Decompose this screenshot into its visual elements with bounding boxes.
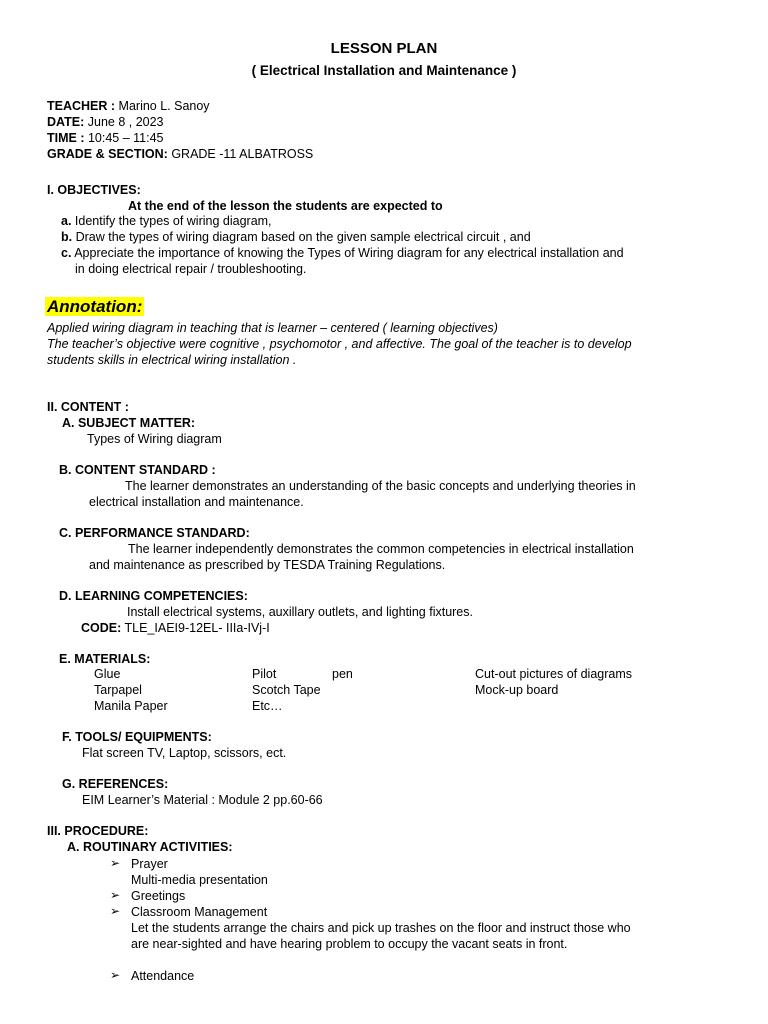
objective-item: [61, 245, 624, 261]
time-line: [47, 130, 164, 146]
competencies-label: D. LEARNING COMPETENCIES:: [59, 589, 248, 603]
routine-item-classroom: Classroom Management: [131, 905, 268, 919]
material-item: pen: [332, 667, 353, 681]
routine-item-attendance: Attendance: [131, 969, 195, 983]
objectives-intro: At the end of the lesson the students are expected to: [128, 199, 443, 213]
teacher-label: TEACHER :: [47, 99, 116, 113]
objective-item-continuation: in doing electrical repair / troubleshooting.: [75, 262, 307, 276]
routine-note: Multi-media presentation: [131, 873, 268, 887]
date-line: [47, 114, 164, 130]
arrow-bullet-icon: ➢: [110, 888, 121, 902]
code-value: TLE_IAEI9-12EL- IIIa-IVj-I: [121, 621, 270, 635]
grade-label: GRADE & SECTION:: [47, 147, 168, 161]
annotation-label: Annotation:: [47, 297, 143, 316]
teacher-line: [47, 98, 210, 114]
time-value: 10:45 – 11:45: [84, 131, 164, 145]
routinary-label: A. ROUTINARY ACTIVITIES:: [67, 840, 233, 854]
performance-standard-line: and maintenance as prescribed by TESDA Training Regulations.: [89, 558, 446, 572]
material-item: Cut-out pictures of diagrams: [475, 667, 633, 681]
annotation-line: students skills in electrical wiring installation .: [47, 353, 297, 367]
objective-text: Draw the types of wiring diagram based on the given sample electrical circuit , and: [72, 230, 531, 244]
grade-line: [47, 146, 313, 162]
routine-item-prayer: Prayer: [131, 857, 168, 871]
materials-label: E. MATERIALS:: [59, 652, 151, 666]
subject-matter-value: Types of Wiring diagram: [87, 432, 222, 446]
objective-item: [61, 229, 531, 245]
routine-note: are near-sighted and have hearing problem to occupy the vacant seats in front.: [131, 937, 568, 951]
material-item: Tarpapel: [94, 683, 142, 697]
arrow-bullet-icon: ➢: [110, 856, 121, 870]
grade-value: GRADE -11 ALBATROSS: [167, 147, 314, 161]
performance-standard-line: The learner independently demonstrates the common competencies in electrical installation: [128, 542, 634, 556]
objective-text: Identify the types of wiring diagram,: [71, 214, 272, 228]
tools-value: Flat screen TV, Laptop, scissors, ect.: [82, 746, 287, 760]
competencies-value: Install electrical systems, auxillary outlets, and lighting fixtures.: [127, 605, 473, 619]
content-standard-line: The learner demonstrates an understanding of the basic concepts and underlying theories in: [125, 479, 636, 493]
material-item: Mock-up board: [475, 683, 559, 697]
objective-item: [61, 213, 272, 229]
material-item: Etc…: [252, 699, 283, 713]
teacher-value: Marino L. Sanoy: [115, 99, 210, 113]
objective-letter: a.: [61, 214, 72, 228]
annotation-line: Applied wiring diagram in teaching that is learner – centered ( learning objectives): [47, 321, 498, 335]
date-label: DATE:: [47, 115, 85, 129]
tools-label: F. TOOLS/ EQUIPMENTS:: [62, 730, 212, 744]
date-value: June 8 , 2023: [84, 115, 164, 129]
material-item: Glue: [94, 667, 121, 681]
page-title: LESSON PLAN: [330, 40, 438, 57]
arrow-bullet-icon: ➢: [110, 968, 121, 982]
content-heading: II. CONTENT :: [47, 400, 129, 414]
material-item: Manila Paper: [94, 699, 168, 713]
references-label: G. REFERENCES:: [62, 777, 169, 791]
code-line: [81, 620, 270, 636]
routine-note: Let the students arrange the chairs and pick up trashes on the floor and instruct those who: [131, 921, 631, 935]
code-label: CODE:: [81, 621, 122, 635]
arrow-bullet-icon: ➢: [110, 904, 121, 918]
time-label: TIME :: [47, 131, 85, 145]
performance-standard-label: C. PERFORMANCE STANDARD:: [59, 526, 250, 540]
content-standard-label: B. CONTENT STANDARD :: [59, 463, 216, 477]
annotation-line: The teacher’s objective were cognitive , psychomotor , and affective. The goal of the teacher is to develop: [47, 337, 632, 351]
routine-item-greetings: Greetings: [131, 889, 186, 903]
objectives-heading: I. OBJECTIVES:: [47, 183, 141, 197]
material-item: Pilot: [252, 667, 277, 681]
material-item: Scotch Tape: [252, 683, 321, 697]
references-value: EIM Learner’s Material : Module 2 pp.60-66: [82, 793, 323, 807]
objective-text: Appreciate the importance of knowing the Types of Wiring diagram for any electrical installation and: [71, 246, 624, 260]
procedure-heading: III. PROCEDURE:: [47, 824, 149, 838]
objective-letter: b.: [61, 230, 73, 244]
page-subtitle: ( Electrical Installation and Maintenance ): [251, 63, 517, 78]
objective-letter: c.: [61, 246, 72, 260]
annotation-label-wrap: [45, 297, 144, 317]
subject-matter-label: A. SUBJECT MATTER:: [62, 416, 196, 430]
content-standard-line: electrical installation and maintenance.: [89, 495, 304, 509]
